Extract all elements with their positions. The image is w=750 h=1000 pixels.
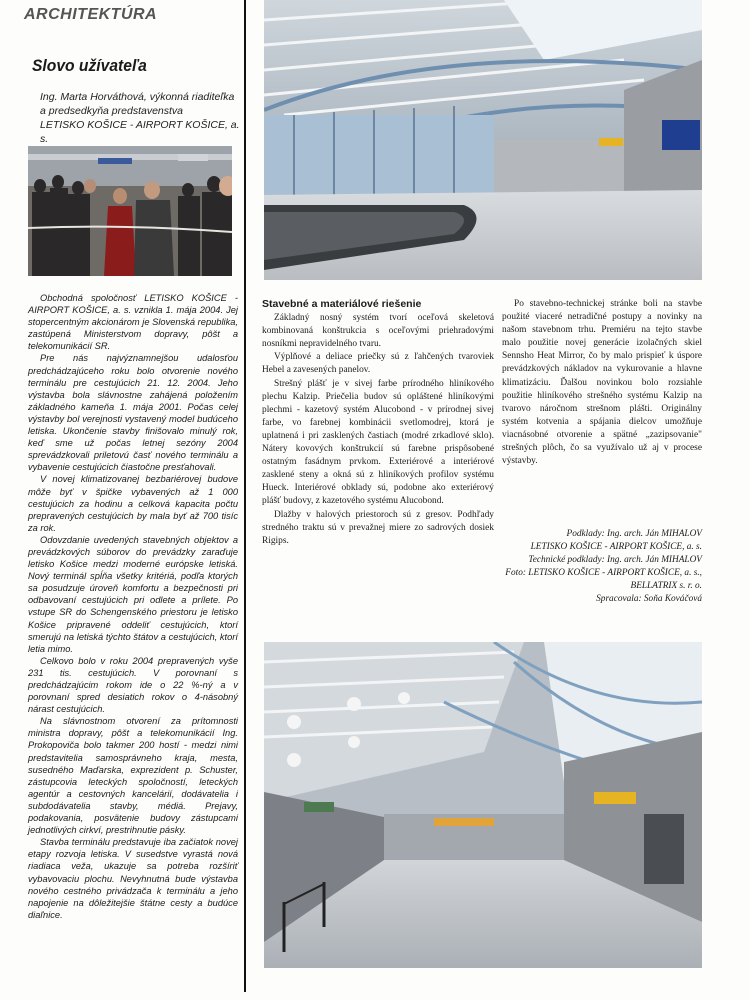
paragraph: Stavba terminálu predstavuje iba začiatok novej etapy rozvoja letiska. V susedstve vyrastá nová riadiaca veža, ukazuje sa potreba rozšíriť vybavovaciu plochu. Nevyhnutná bude výstavba nového cestného privádzača k terminálu a jeho napojenie na dôležitejšie štátne cesty a budúce diaľnice. (28, 837, 238, 920)
left-column-text (28, 292, 238, 921)
paragraph: Pre nás najvýznamnejšou udalosťou predchádzajúceho roku bolo otvorenie nového terminálu pre cestujúcich 21. 12. 2004. Jeho výstavba bola slávnostne zahájená položením základného kameňa 1. mája 2001. Počas celej výstavby bol verejnosti vystavený model budúceho letiska. Ukončenie stavby finišovalo minulý rok, keď sme už počas letnej sezóny 2004 sprevádzkovali priletovú časť nového terminálu a vybavenie cestujúcich čiastočne presťahovali. (28, 353, 238, 473)
section-label: ARCHITEKTÚRA (24, 6, 158, 23)
paragraph: Výplňové a deliace priečky sú z ľahčených tvaroviek Hebel a zavesených panelov. (262, 352, 494, 376)
byline-line: Ing. Marta Horváthová, výkonná riaditeľka (40, 91, 235, 103)
terminal-interior-photo-top (264, 0, 702, 280)
paragraph: V novej klimatizovanej bezbariérovej budove môže byť v špičke vybavených až 1 000 cestujúcich za hodinu a celková kapacita počtu prepravených cestujúcich by mala byť až 700 tisíc za rok. (28, 474, 238, 533)
paragraph: Základný nosný systém tvorí oceľová skeletová kombinovaná konštrukcia s oceľovými priehradovými nosníkmi nepravidelného tvaru. (262, 313, 494, 350)
byline (40, 90, 240, 146)
paragraph: Dlažby v halových priestoroch sú z gresov. Podhľady stredného traktu sú v prevažnej miere zo sadrových dosiek Rigips. (262, 509, 494, 546)
right-column-text (502, 298, 702, 468)
paragraph: Celkovo bolo v roku 2004 prepravených vyše 231 tis. cestujúcich. V porovnaní s predchádzajúcim rokom ide o 22 %-ný a v porovnaní spred desiatich rokov o 4-násobný nárast cestujúcich. (28, 655, 238, 715)
byline-line: a predsedkyňa predstavenstva (40, 105, 184, 117)
paragraph: Po stavebno-technickej stránke boli na stavbe použité viaceré netradičné postupy a novinky na našom stavebnom trhu. Premiéru na tejto stavbe malo použitie novej generácie izolačných skiel Sennsho Heat Mirror, čo by malo prispieť k úspore prevádzkových nákladov na vykurovanie a hlavne klimatizáciu. Ďalšou novinkou bolo rozsiahle použitie hliníkového strešného systému Kalzip na tvarovo náročnom strešnom plášti. Originálny systém kotvenia a spájania dielcov umožňuje viacnásobné otvorenie a spätné „zazipsovanie" strešných plôch, čo sa využívalo už aj v procese výstavby. (502, 299, 702, 467)
credit-line: Podklady: Ing. arch. Ján MIHALOV (566, 529, 702, 539)
terminal-interior-photo-bottom (264, 642, 702, 968)
byline-line: LETISKO KOŠICE - AIRPORT KOŠICE, a. s. (40, 119, 240, 145)
section-heading: Stavebné a materiálové riešenie (262, 298, 422, 310)
credit-line: Spracovala: Soňa Kováčová (596, 594, 702, 604)
middle-column-text (262, 298, 494, 548)
credit-line: Technické podklady: Ing. arch. Ján MIHALOV (528, 555, 702, 565)
column-divider (244, 0, 246, 992)
paragraph: Na slávnostnom otvorení za prítomnosti ministra dopravy, pôšt a telekomunikácií Ing. Prokopoviča bolo takmer 200 hostí - medzi nimi predstavitelia samosprávneho kraja, mesta, susedného Maďarska, exprezident p. Schuster, zástupcovia leteckých spoločností, leteckých agentúr a cestovných kancelárií, dodávatelia i subdodávatelia stavby, médiá. Prejavy, podakovania, posvätenie budovy zástupcami jednotlivých cirkví, prestrihnutie pásky. (28, 716, 238, 836)
ribbon-cutting-photo (28, 146, 232, 276)
credit-line: LETISKO KOŠICE - AIRPORT KOŠICE, a. s. (530, 542, 702, 552)
paragraph: Odovzdanie uvedených stavebných objektov a prevádzkových súborov do prevádzky zaraďuje letisko Košice medzi moderné európske letiská. Nový terminál spĺňa všetky kritériá, podľa ktorých sa posudzuje úroveň komfortu a bezpečnosti pri odbavovaní cestujúcich pri odlete a prílete. Po vstupe SR do Schengenského priestoru je letisko Košice pripravené oddeliť cestujúcich, ktorí smerujú na letiská týchto štátov a cestujúcich, ktorí letia mimo. (28, 534, 238, 654)
column-title: Slovo užívateľa (32, 56, 147, 75)
credit-line: BELLATRIX s. r. o. (630, 581, 702, 591)
credit-line: Foto: LETISKO KOŠICE - AIRPORT KOŠICE, a. s., (505, 568, 702, 578)
paragraph: Obchodná spoločnosť LETISKO KOŠICE - AIRPORT KOŠICE, a. s. vznikla 1. mája 2004. Jej stopercentným akcionárom je Slovenská republika, zastúpená Ministerstvom dopravy, pôšt a telekomunikácií SR. (28, 293, 238, 352)
paragraph: Strešný plášť je v sivej farbe prírodného hliníkového plechu Kalzip. Priečelia budov sú opláštené hliníkovými plechmi - kazetový systém Alucobond - v prírodnej sivej farbe, vo farebnej kombinácii svetlomodrej, ktorá je uplatnená i pri zasklených častiach (modré zrkadlové sklo). Nátery kovových konštrukcií sú farebne prispôsobené ostatným fasádnym prvkom. Exteriérové a interiérové zasklené steny a okná sú z hliníkových profilov systému Hueck. Interiérové obklady sú, podobne ako exteriérový plášť budovy, z kazetového systému Alucobond. (262, 378, 494, 507)
credits (480, 528, 702, 606)
